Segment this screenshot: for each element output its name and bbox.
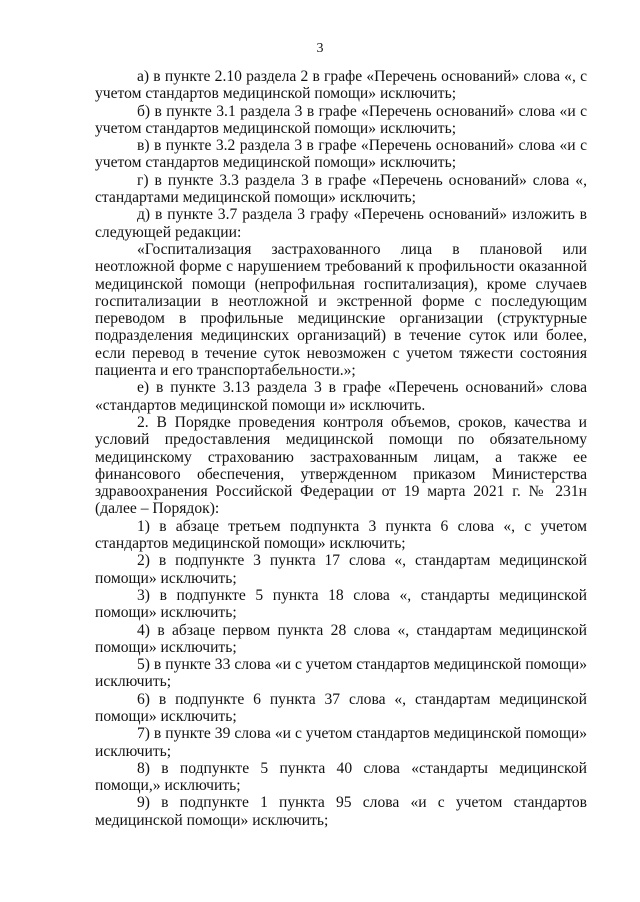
paragraph-amendment-b: б) в пункте 3.1 раздела 3 в графе «Перечень оснований» слова «и с учетом стандартов медицинской помощи» исключить; [95,102,587,137]
paragraph-amendment-v: в) в пункте 3.2 раздела 3 в графе «Перечень оснований» слова «и с учетом стандартов медицинской помощи» исключить; [95,137,587,172]
list-item-5: 5) в пункте 33 слова «и с учетом стандартов медицинской помощи» исключить; [95,656,587,691]
list-item-9: 9) в подпункте 1 пункта 95 слова «и с учетом стандартов медицинской помощи» исключить; [95,794,587,829]
paragraph-amendment-g: г) в пункте 3.3 раздела 3 в графе «Перечень оснований» слова «, стандартами медицинской помощи» исключить; [95,171,587,207]
list-item-6: 6) в подпункте 6 пункта 37 слова «, стандартам медицинской помощи» исключить; [95,690,587,725]
list-item-1: 1) в абзаце третьем подпункта 3 пункта 6 слова «, с учетом стандартов медицинской помощи» исключить; [95,517,587,553]
document-body [95,68,587,829]
page-number: 3 [316,41,324,56]
list-item-2: 2) в подпункте 3 пункта 17 слова «, стандартам медицинской помощи» исключить; [95,552,587,587]
paragraph-amendment-e: е) в пункте 3.13 раздела 3 в графе «Перечень оснований» слова «стандартов медицинской помощи и» исключить. [95,379,587,414]
list-item-4: 4) в абзаце первом пункта 28 слова «, стандартам медицинской помощи» исключить; [95,621,587,656]
paragraph-new-wording: «Госпитализация застрахованного лица в плановой или неотложной форме с нарушением требований к профильности оказанной медицинской помощи (непрофильная госпитализация), кроме случаев госпитализации в неотложной и экстренной форме с последующим переводом в профильные медицинские организации (структурные подразделения медицинских организаций) в течение суток или более, если перевод в течение суток невозможен с учетом тяжести состояния пациента и его транспортабельности.»; [95,240,587,380]
list-item-7: 7) в пункте 39 слова «и с учетом стандартов медицинской помощи» исключить; [95,725,587,760]
paragraph-amendment-d: д) в пункте 3.7 раздела 3 графу «Перечень оснований» изложить в следующей редакции: [95,206,587,241]
paragraph-section-2: 2. В Порядке проведения контроля объемов, сроков, качества и условий предоставления медицинской помощи по обязательному медицинскому страхованию застрахованным лицам, а также ее финансового обеспечения, утвержденном приказом Министерства здравоохранения Российской Федерации от 19 марта 2021 г. № 231н (далее – Порядок): [95,413,587,518]
paragraph-amendment-a: а) в пункте 2.10 раздела 2 в графе «Перечень оснований» слова «, с учетом стандартов медицинской помощи» исключить; [95,68,587,103]
list-item-3: 3) в подпункте 5 пункта 18 слова «, стандарты медицинской помощи» исключить; [95,586,587,622]
list-item-8: 8) в подпункте 5 пункта 40 слова «стандарты медицинской помощи,» исключить; [95,759,587,795]
